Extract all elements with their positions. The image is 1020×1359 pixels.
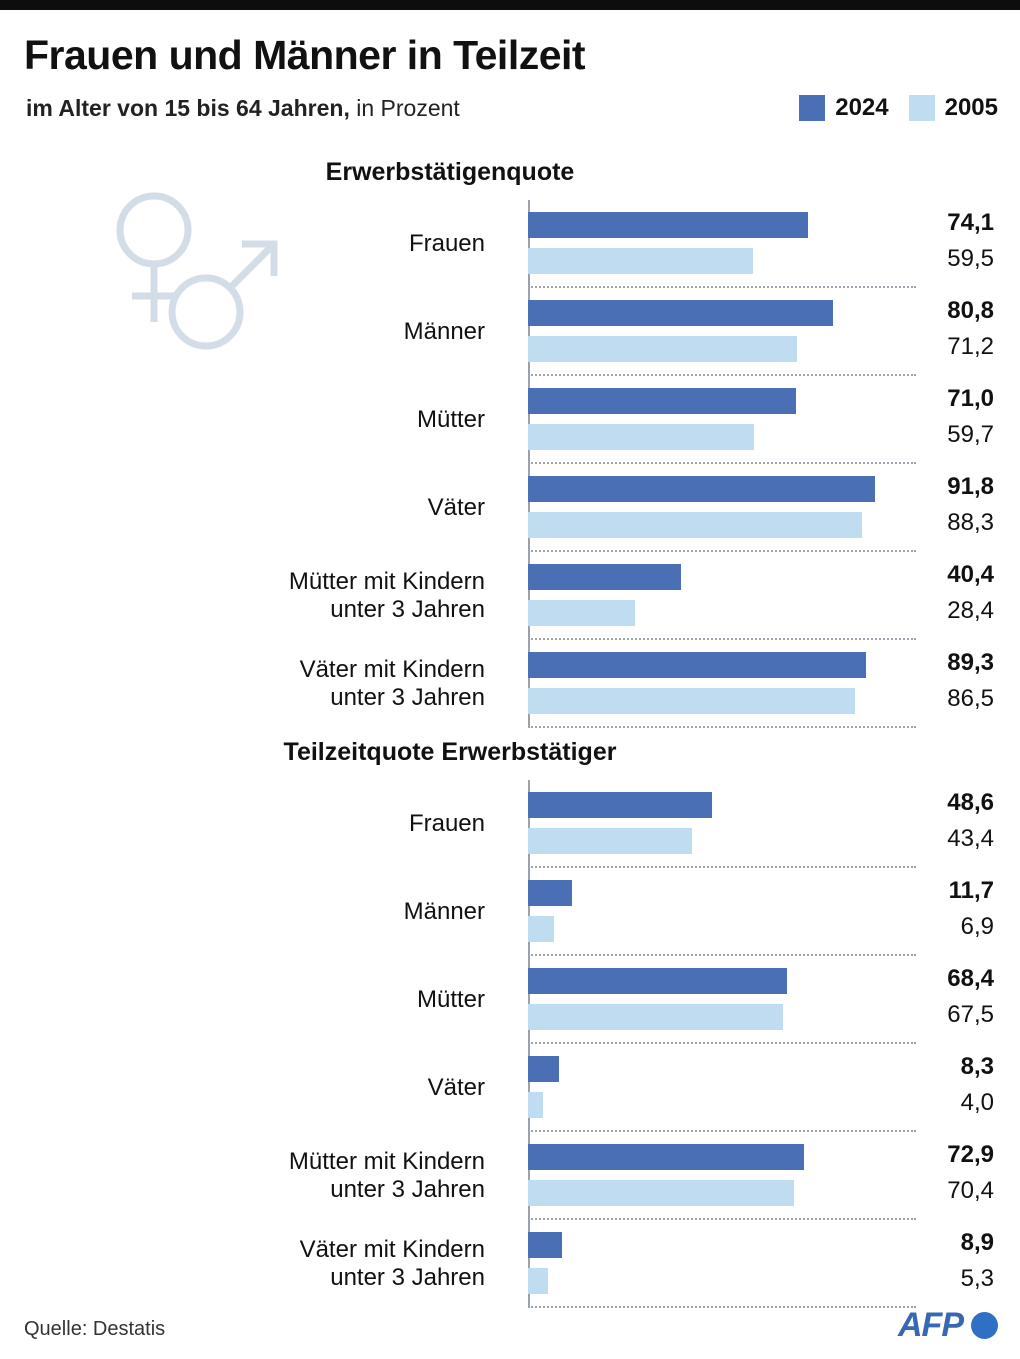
- bar-2024: [528, 880, 572, 906]
- bar-2024: [528, 388, 796, 414]
- bar-2024: [528, 968, 787, 994]
- chart-value-group: [916, 1220, 1012, 1308]
- section-title-2: Teilzeitquote Erwerbstätiger: [283, 738, 617, 766]
- legend: [799, 94, 998, 122]
- value-2005: 86,5: [947, 685, 994, 712]
- chart-row-label: Mütter: [416, 986, 485, 1014]
- bar-2005: [528, 336, 797, 362]
- chart-row: [0, 552, 1020, 640]
- value-2024: 40,4: [947, 561, 994, 588]
- value-2024: 72,9: [947, 1141, 994, 1168]
- chart-value-group: [916, 640, 1012, 728]
- bar-2005: [528, 688, 855, 714]
- value-2005: 5,3: [960, 1265, 994, 1292]
- chart-row-label: Frauen: [408, 230, 485, 258]
- chart-row-label: Mütter: [416, 406, 485, 434]
- chart-bar-group: [528, 956, 916, 1044]
- afp-logo-text: AFP: [898, 1306, 963, 1344]
- page-subtitle: [26, 95, 460, 122]
- chart-row: [0, 1044, 1020, 1132]
- legend-item-2024: [799, 94, 888, 122]
- chart-bar-group: [528, 552, 916, 640]
- value-2024: 91,8: [947, 473, 994, 500]
- legend-swatch-2005: [909, 95, 935, 121]
- chart-row: [0, 640, 1020, 728]
- value-2024: 68,4: [947, 965, 994, 992]
- chart-row: [0, 780, 1020, 868]
- value-2005: 71,2: [947, 333, 994, 360]
- chart-row: [0, 464, 1020, 552]
- bar-2005: [528, 1092, 543, 1118]
- chart-value-group: [916, 1044, 1012, 1132]
- chart-row: [0, 956, 1020, 1044]
- value-2005: 28,4: [947, 597, 994, 624]
- chart-row: [0, 288, 1020, 376]
- infographic: [0, 10, 1020, 1359]
- bar-2005: [528, 828, 692, 854]
- chart-row-label: Väter: [427, 494, 485, 522]
- chart-bar-group: [528, 376, 916, 464]
- value-2024: 11,7: [948, 877, 994, 904]
- bar-2005: [528, 600, 635, 626]
- subtitle-bold: im Alter von 15 bis 64 Jahren,: [26, 95, 350, 121]
- bar-2024: [528, 564, 681, 590]
- chart-bar-group: [528, 780, 916, 868]
- value-2024: 8,3: [960, 1053, 994, 1080]
- bar-2005: [528, 1268, 548, 1294]
- bar-2005: [528, 424, 754, 450]
- chart-value-group: [916, 376, 1012, 464]
- bar-2024: [528, 300, 833, 326]
- chart-value-group: [916, 780, 1012, 868]
- row-separator: [528, 1306, 916, 1308]
- legend-item-2005: [909, 94, 998, 122]
- legend-label-2024: 2024: [835, 94, 889, 121]
- chart-row-label: Männer: [403, 898, 485, 926]
- chart-row-label: Mütter mit Kindern unter 3 Jahren: [288, 1148, 485, 1203]
- chart-row-label: Väter mit Kindern unter 3 Jahren: [299, 656, 485, 711]
- value-2024: 89,3: [947, 649, 994, 676]
- top-bar: [0, 0, 1020, 10]
- bar-2005: [528, 248, 753, 274]
- value-2024: 71,0: [947, 385, 994, 412]
- chart-erwerbstaetigenquote: [0, 200, 1020, 728]
- value-2005: 43,4: [947, 825, 994, 852]
- bar-2024: [528, 792, 712, 818]
- value-2005: 4,0: [960, 1089, 994, 1116]
- chart-row-label: Frauen: [408, 810, 485, 838]
- value-2024: 8,9: [960, 1229, 994, 1256]
- chart-bar-group: [528, 1044, 916, 1132]
- bar-2024: [528, 1232, 562, 1258]
- value-2024: 74,1: [947, 209, 994, 236]
- chart-value-group: [916, 552, 1012, 640]
- source-note: Quelle: Destatis: [24, 1318, 166, 1340]
- bar-2024: [528, 652, 866, 678]
- chart-bar-group: [528, 464, 916, 552]
- chart-bar-group: [528, 868, 916, 956]
- bar-2024: [528, 1056, 559, 1082]
- bar-2005: [528, 916, 554, 942]
- value-2005: 70,4: [947, 1177, 994, 1204]
- chart-row: [0, 868, 1020, 956]
- bar-2005: [528, 1004, 783, 1030]
- chart-bar-group: [528, 288, 916, 376]
- chart-value-group: [916, 1132, 1012, 1220]
- chart-bar-group: [528, 640, 916, 728]
- chart-value-group: [916, 956, 1012, 1044]
- afp-logo: [898, 1306, 998, 1345]
- chart-row: [0, 1132, 1020, 1220]
- bar-2005: [528, 1180, 794, 1206]
- chart-row: [0, 376, 1020, 464]
- bar-2024: [528, 476, 875, 502]
- value-2024: 48,6: [947, 789, 994, 816]
- chart-value-group: [916, 464, 1012, 552]
- bar-2005: [528, 512, 862, 538]
- chart-row-label: Väter mit Kindern unter 3 Jahren: [299, 1236, 485, 1291]
- row-separator: [528, 726, 916, 728]
- chart-row-label: Mütter mit Kindern unter 3 Jahren: [288, 568, 485, 623]
- chart-bar-group: [528, 1132, 916, 1220]
- chart-bar-group: [528, 1220, 916, 1308]
- value-2005: 6,9: [960, 913, 994, 940]
- afp-logo-dot: [971, 1312, 998, 1339]
- value-2024: 80,8: [947, 297, 994, 324]
- value-2005: 67,5: [947, 1001, 994, 1028]
- page-title: Frauen und Männer in Teilzeit: [24, 32, 586, 78]
- chart-value-group: [916, 200, 1012, 288]
- legend-swatch-2024: [799, 95, 825, 121]
- chart-row-label: Männer: [403, 318, 485, 346]
- chart-row: [0, 1220, 1020, 1308]
- bar-2024: [528, 1144, 804, 1170]
- chart-row-label: Väter: [427, 1074, 485, 1102]
- value-2005: 59,7: [947, 421, 994, 448]
- chart-value-group: [916, 288, 1012, 376]
- legend-label-2005: 2005: [944, 94, 998, 121]
- subtitle-light: in Prozent: [349, 95, 460, 121]
- chart-row: [0, 200, 1020, 288]
- value-2005: 88,3: [947, 509, 994, 536]
- chart-teilzeitquote: [0, 780, 1020, 1308]
- chart-bar-group: [528, 200, 916, 288]
- value-2005: 59,5: [947, 245, 994, 272]
- bar-2024: [528, 212, 808, 238]
- section-title-1: Erwerbstätigenquote: [325, 158, 575, 186]
- chart-value-group: [916, 868, 1012, 956]
